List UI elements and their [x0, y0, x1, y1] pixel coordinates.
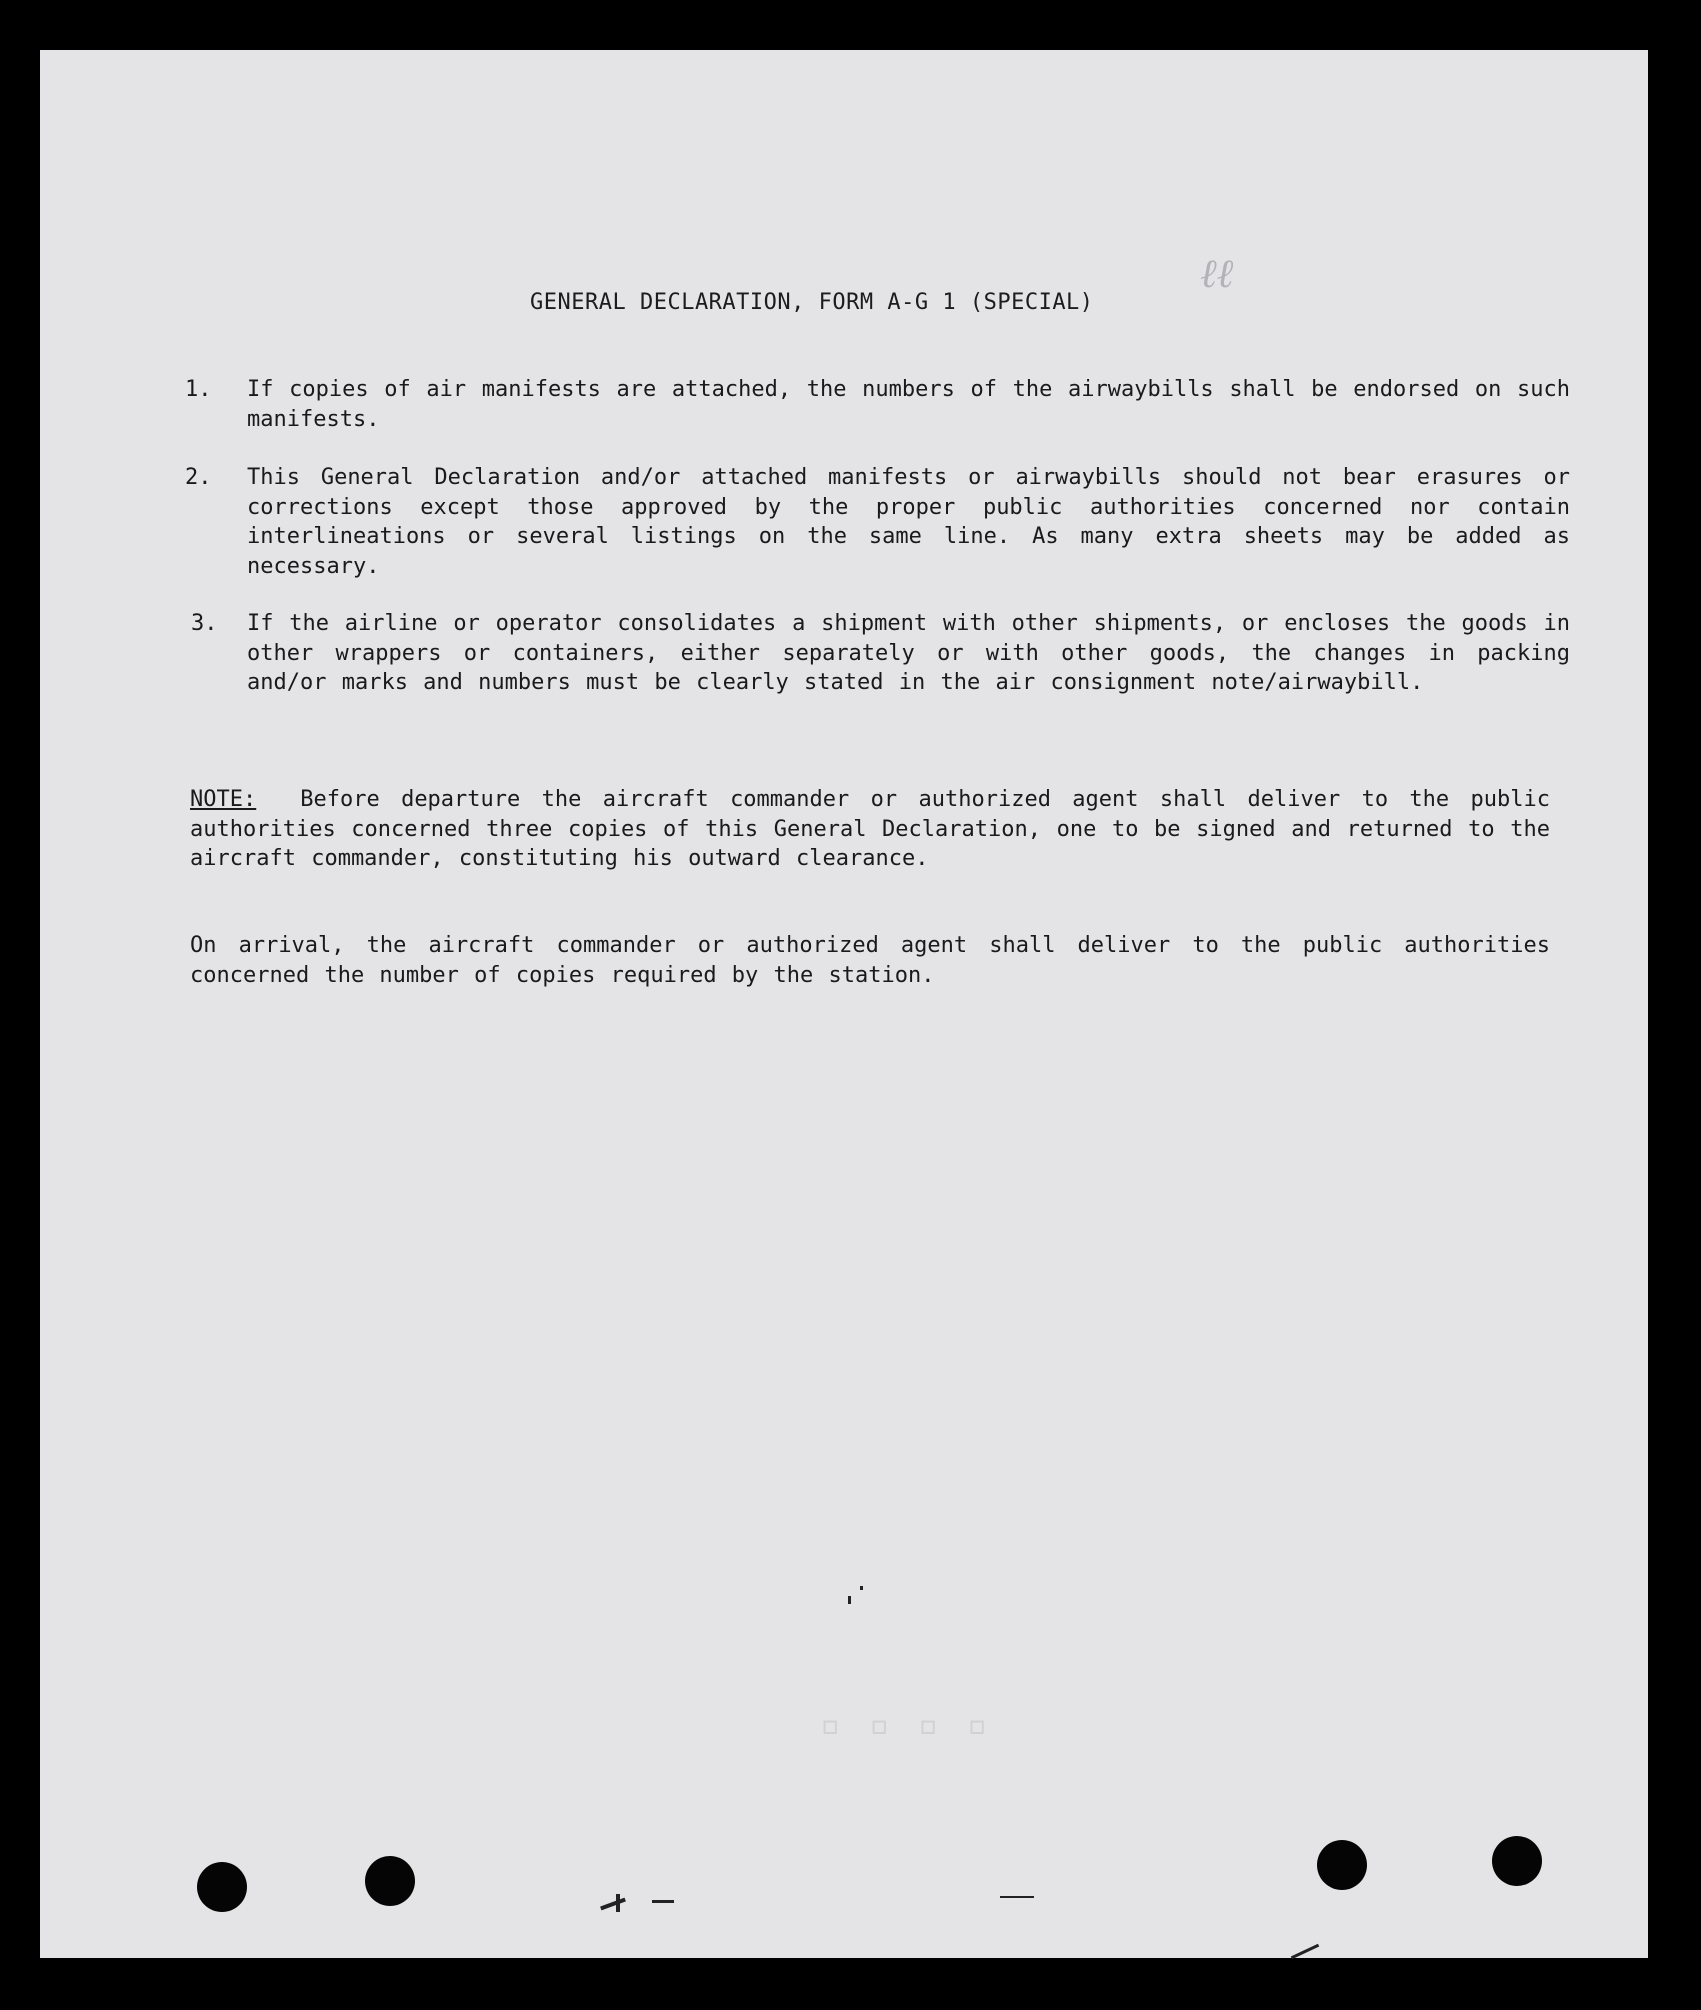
document-page [40, 50, 1648, 1958]
arrival-paragraph: On arrival, the aircraft commander or authorized agent shall deliver to the public authorities concerned the number of copies required by the station. [190, 933, 1550, 988]
punch-hole-3 [1317, 1840, 1367, 1890]
note-paragraph [190, 785, 1550, 874]
instruction-item-3 [185, 609, 1570, 698]
punch-hole-1 [197, 1862, 247, 1912]
ink-speck [600, 1898, 626, 1911]
ink-speck [860, 1586, 863, 1590]
item-number: 1. [185, 377, 212, 402]
note-text: Before departure the aircraft commander or authorized agent shall deliver to the public authorities concerned three copies of this General Declaration, one to be signed and returned to the aircraft commander, constituting his outward clearance. [190, 787, 1550, 871]
punch-hole-4 [1492, 1836, 1542, 1886]
ink-speck [848, 1596, 851, 1604]
item-number: 3. [191, 611, 218, 636]
pencil-scribble: ℓℓ [1200, 251, 1234, 297]
item-number: 2. [185, 465, 212, 490]
ink-speck [1000, 1896, 1034, 1898]
ink-speck [652, 1900, 674, 1903]
item-text: If the airline or operator consolidates a shipment with other shipments, or encloses the goods in other wrappers or containers, either separately or with other goods, the changes in packing and/or marks and numbers must be clearly stated in the air consignment note/airwaybill. [247, 611, 1570, 695]
item-text: If copies of air manifests are attached, the numbers of the airwaybills shall be endorsed on such manifests. [247, 377, 1570, 432]
ink-speck [1291, 1944, 1319, 1959]
document-title: GENERAL DECLARATION, FORM A-G 1 (SPECIAL) [530, 290, 1094, 315]
punch-hole-2 [365, 1856, 415, 1906]
item-text: This General Declaration and/or attached manifests or airwaybills should not bear erasures or corrections except those approved by the proper public authorities concerned nor contain interlineations or several listings on the same line. As many extra sheets may be added as necessary. [247, 465, 1570, 579]
instruction-item-1 [185, 375, 1570, 434]
ink-speck [616, 1894, 620, 1912]
bleed-through-text: ▫ ▫ ▫ ▫ [820, 1705, 992, 1745]
note-label: NOTE: [190, 787, 257, 812]
instruction-item-2 [185, 463, 1570, 581]
